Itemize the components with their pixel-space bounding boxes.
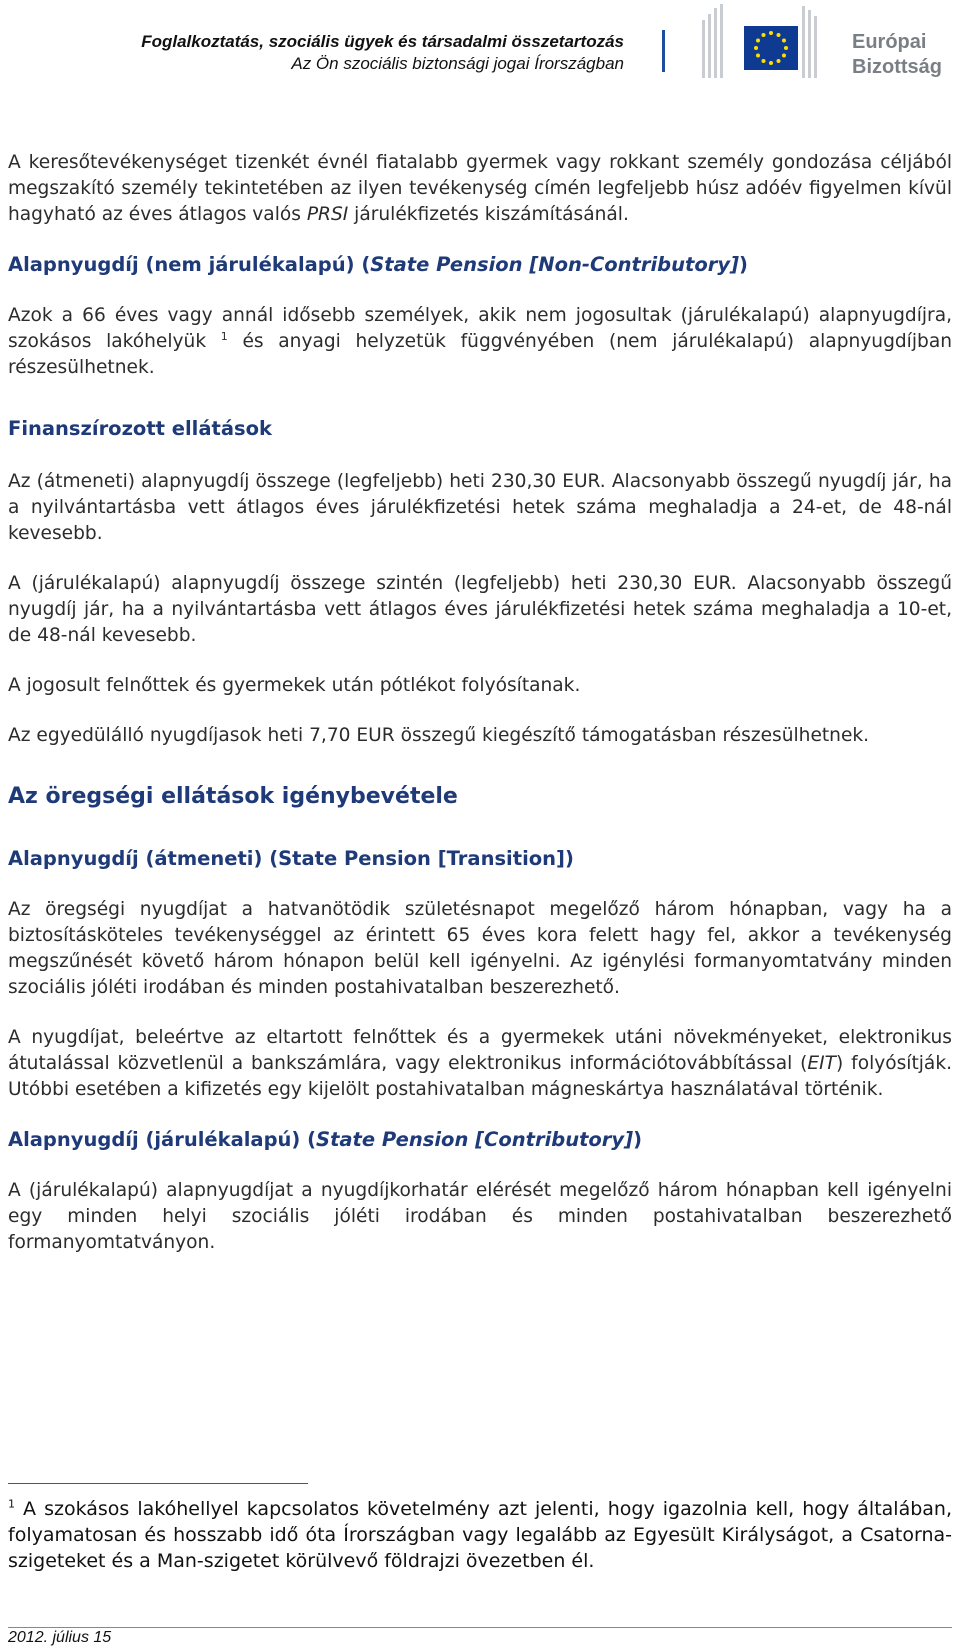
footnote — [8, 1496, 952, 1574]
header-title: Foglalkoztatás, szociális ügyek és társadalmi összetartozás — [141, 32, 624, 51]
footnote-reference: 1 — [220, 329, 228, 343]
footer-separator — [8, 1627, 952, 1628]
header-subtitle: Az Ön szociális biztonsági jogai Írországban — [291, 54, 624, 73]
paragraph-transition-amount: Az (átmeneti) alapnyugdíj összege (legfeljebb) heti 230,30 EUR. Alacsonyabb összegű nyugdíj jár, ha a nyilvántartásba vett átlagos éves járulékfizetési hetek száma meghaladja a 24-et, de 48-nál kevesebb. — [8, 471, 952, 544]
commission-logo-text — [852, 30, 952, 80]
footnote-separator — [8, 1483, 308, 1484]
paragraph-contributory-amount: A (járulékalapú) alapnyugdíj összege szintén (legfeljebb) heti 230,30 EUR. Alacsonyabb összegű nyugdíj jár, ha a nyilvántartásba vett átlagos éves járulékfizetési hetek száma meghaladja a 10-et, de 48-nál kevesebb. — [8, 573, 952, 646]
logo-text-line2: Bizottság — [852, 56, 942, 78]
heading-state-pension-contributory: Alapnyugdíj (járulékalapú) (State Pension [Contributory]) — [8, 1128, 642, 1151]
header-divider — [662, 30, 665, 72]
logo-text-line1: Európai — [852, 31, 927, 53]
paragraph-supplements: A jogosult felnőttek és gyermekek után pótlékot folyósítanak. — [8, 675, 581, 696]
paragraph-living-alone: Az egyedülálló nyugdíjasok heti 7,70 EUR összegű kiegészítő támogatásban részesülhetnek. — [8, 725, 870, 746]
paragraph-contributory-claim: A (járulékalapú) alapnyugdíjat a nyugdíjkorhatár elérését megelőző három hónapban kell igényelni egy minden helyi szociális jóléti irodában és minden postahivatalban beszerezhető formanyomtatványon. — [8, 1180, 952, 1253]
paragraph-payment-method: A nyugdíjat, beleértve az eltartott felnőttek és a gyermekek utáni növekményeket, elektronikus átutalással közvetlenül a bankszámlára, vagy elektronikus információtovábbítással (EIT) folyósítják. Utóbbi esetében a kifizetés egy kijelölt postahivatalban mágneskártya használatával történik. — [8, 1027, 952, 1100]
footnote-text: A szokásos lakóhellyel kapcsolatos követelmény azt jelenti, hogy igazolnia kell, hogy általában, folyamatosan és hosszabb idő óta Írországban vagy legalább az Egyesült Királyságot, a Csatorna-szigeteket és a Man-szigetet körülvevő földrajzi övezetben él. — [8, 1498, 952, 1572]
eu-flag-icon — [744, 26, 798, 70]
paragraph-intro: A keresőtevékenységet tizenkét évnél fiatalabb gyermek vagy rokkant személy gondozása céljából megszakító személy tekintetében az ilyen tevékenység címén legfeljebb húsz adóév figyelmen kívül hagyható az éves átlagos valós PRSI járulékfizetés kiszámításánál. — [8, 152, 952, 225]
heading-financed-benefits: Finanszírozott ellátások — [8, 417, 272, 440]
main-content — [8, 150, 952, 1256]
heading-claiming-benefits: Az öregségi ellátások igénybevétele — [8, 784, 458, 809]
paragraph-noncontributory: Azok a 66 éves vagy annál idősebb személyek, akik nem jogosultak (járulékalapú) alapnyugdíjra, szokásos lakóhelyük $^1$ és anyagi helyzetük függvényében (nem járulékalapú) alapnyugdíjban részesülhetnek. — [8, 305, 952, 378]
footnote-mark: 1 — [8, 1497, 15, 1511]
paragraph-transition-claim: Az öregségi nyugdíjat a hatvanötödik születésnapot megelőző három hónapban, vagy ha a biztosításköteles tevékenységgel az érintett 65 éves kora felett hagy fel, akkor a tevékenység megszűnését követő három hónapon belül kell igényelni. Az igénylési formanyomtatvány minden szociális jóléti irodában és minden postahivatalban beszerezhető. — [8, 899, 952, 998]
page-header — [0, 0, 960, 90]
footer-date: 2012. július 15 — [8, 1629, 112, 1646]
heading-state-pension-noncontributory: Alapnyugdíj (nem járulékalapú) (State Pension [Non-Contributory]) — [8, 253, 748, 276]
heading-state-pension-transition: Alapnyugdíj (átmeneti) (State Pension [Transition]) — [8, 847, 574, 870]
